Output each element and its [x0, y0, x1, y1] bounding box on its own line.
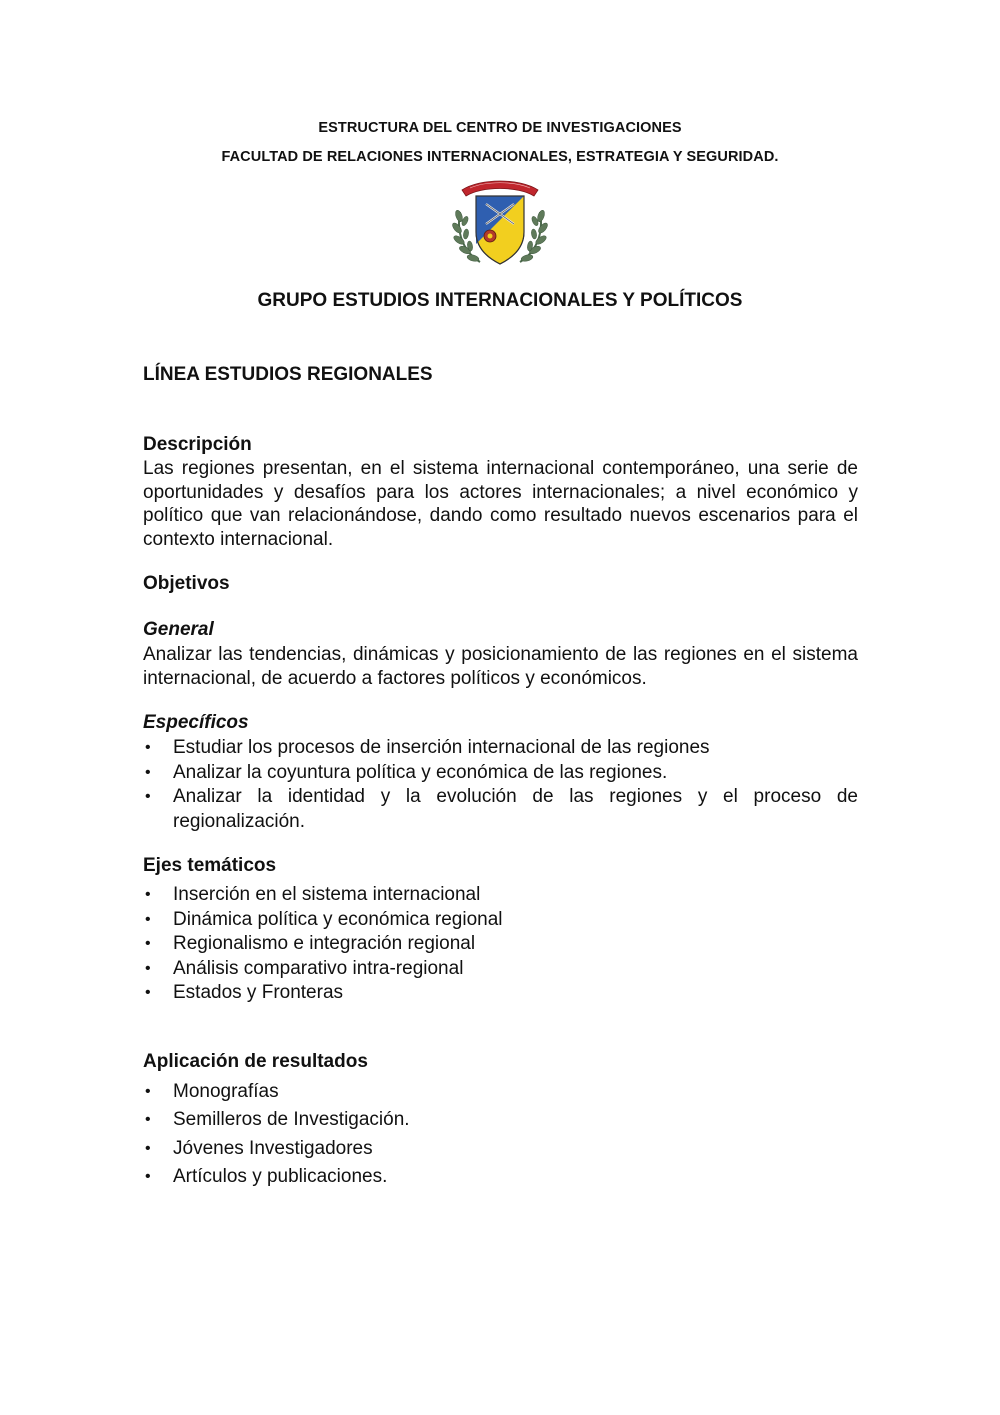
- list-item-text: Jóvenes Investigadores: [173, 1137, 373, 1159]
- specific-objectives-list: [143, 736, 858, 834]
- header-line-1: ESTRUCTURA DEL CENTRO DE INVESTIGACIONES: [318, 120, 682, 136]
- list-item: [143, 785, 858, 834]
- bullet-icon: •: [145, 984, 151, 1002]
- bullet-icon: •: [145, 1111, 151, 1129]
- general-objective-heading: General: [143, 619, 214, 640]
- list-item-text: Análisis comparativo intra-regional: [173, 957, 464, 979]
- list-item: [143, 957, 858, 982]
- bullet-icon: •: [145, 1139, 151, 1157]
- specific-objectives-heading: Específicos: [143, 712, 249, 733]
- description-text: Las regiones presentan, en el sistema internacional contemporáneo, una serie de oportunidades y desafíos para los actores internacionales; a nivel económico y político que van relacionándose, dando como resultado nuevos escenarios para el contexto internacional.: [143, 458, 858, 550]
- bullet-icon: •: [145, 959, 151, 977]
- university-crest-icon: [450, 176, 550, 270]
- list-item: [143, 932, 858, 957]
- list-item: [143, 1135, 858, 1163]
- description-heading: Descripción: [143, 434, 252, 455]
- bullet-icon: •: [145, 935, 151, 953]
- list-item-text: Regionalismo e integración regional: [173, 933, 476, 955]
- list-item: [143, 736, 858, 761]
- bullet-icon: •: [145, 788, 151, 805]
- bullet-icon: •: [145, 910, 151, 928]
- list-item: [143, 1106, 858, 1134]
- research-line-title: LÍNEA ESTUDIOS REGIONALES: [143, 364, 433, 385]
- list-item: [143, 908, 858, 933]
- list-item-text: Artículos y publicaciones.: [173, 1165, 388, 1187]
- bullet-icon: •: [145, 1167, 151, 1185]
- list-item-text: Analizar la identidad y la evolución de las regiones y el proceso de regionalización.: [173, 786, 858, 832]
- application-heading: Aplicación de resultados: [143, 1051, 368, 1072]
- list-item-text: Monografías: [173, 1081, 279, 1102]
- bullet-icon: •: [145, 763, 151, 781]
- application-list: [143, 1078, 858, 1191]
- list-item-text: Inserción en el sistema internacional: [173, 884, 481, 905]
- bullet-icon: •: [145, 1083, 151, 1100]
- general-objective-text: Analizar las tendencias, dinámicas y posicionamiento de las regiones en el sistema internacional, de acuerdo a factores políticos y económicos.: [143, 644, 858, 689]
- bullet-icon: •: [145, 886, 151, 903]
- group-title: GRUPO ESTUDIOS INTERNACIONALES Y POLÍTICOS: [257, 290, 743, 311]
- list-item: [143, 981, 858, 1006]
- list-item: [143, 761, 858, 786]
- bullet-icon: •: [145, 739, 151, 756]
- list-item-text: Semilleros de Investigación.: [173, 1109, 410, 1131]
- objectives-heading: Objetivos: [143, 573, 230, 594]
- themes-heading: Ejes temáticos: [143, 855, 277, 876]
- list-item-text: Dinámica política y económica regional: [173, 908, 503, 930]
- list-item: [143, 1078, 858, 1106]
- themes-list: [143, 883, 858, 1006]
- list-item-text: Analizar la coyuntura política y económica de las regiones.: [173, 761, 668, 783]
- list-item-text: Estados y Fronteras: [173, 982, 344, 1004]
- list-item-text: Estudiar los procesos de inserción internacional de las regiones: [173, 737, 710, 758]
- list-item: [143, 883, 858, 908]
- list-item: [143, 1163, 858, 1191]
- header-line-2: FACULTAD DE RELACIONES INTERNACIONALES, ESTRATEGIA Y SEGURIDAD.: [221, 149, 779, 165]
